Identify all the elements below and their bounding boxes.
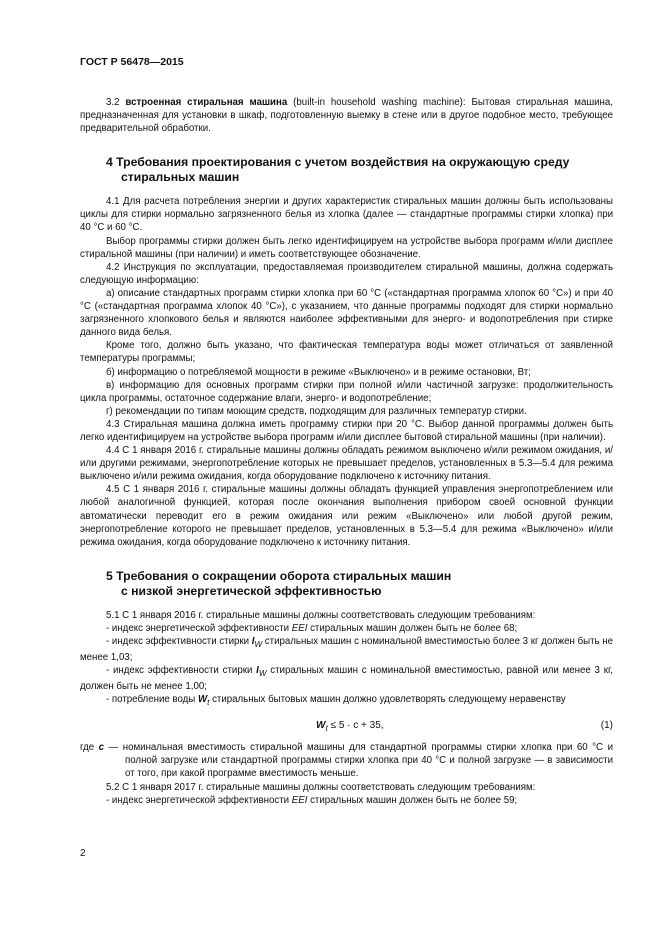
requirement-iw-over-3kg <box>80 635 613 664</box>
paragraph: а) описание стандартных программ стирки хлопка при 60 °С («стандартная программа хлопок 60 °С») и при 40 °С («стандартная программа хлопок 40 °С»), с указанием, что данные программы подходят для стирки нормально загрязненного хлопкового белья и являются наиболее эффективными для энерго- и водопотребления при стирке данного вида белья. <box>80 287 613 339</box>
text: стиральных машин с номинальной вместимостью более 3 кг должен быть не менее 1,03; <box>80 636 614 664</box>
text: - индекс энергетической эффективности <box>106 622 292 634</box>
text: - индекс эффективности стирки <box>106 636 252 647</box>
defined-term: встроенная стиральная машина <box>125 97 288 108</box>
formula-1 <box>80 718 613 733</box>
symbol: I <box>251 636 255 647</box>
text: - индекс эффективности стирки <box>106 665 257 677</box>
paragraph: Выбор программы стирки должен быть легко идентифицируем на устройстве выбора программ и/или дисплее стиральной машины (при наличии) и иметь соответствующее обозначение. <box>80 235 613 260</box>
standard-code: ГОСТ Р 56478—2015 <box>80 56 184 68</box>
formula-rhs: ≤ 5 · c + 35, <box>327 720 384 732</box>
symbol: W <box>316 720 326 732</box>
formula-number: (1) <box>600 720 613 732</box>
symbol: c <box>98 742 105 754</box>
requirement-eei-2017 <box>80 794 613 807</box>
paragraph: г) рекомендации по типам моющим средств, подходящим для различных температур стирки. <box>106 405 527 417</box>
paragraph: 4.5 С 1 января 2016 г. стиральные машины должны обладать функцией управления энергопотреблением или любой аналогичной функцией, которая после окончания выполнения прибором своей основной функции автоматически переводит его в режим ожидания или режим «Выключено» или любой другой режим, энергопотребление которого не превышает пределов, установленных в 5.3—5.4 для режима «Выключено» и/или режима ожидания, когда оборудование подключено к источнику питания. <box>80 484 613 548</box>
symbol-subscript: W <box>258 669 267 679</box>
heading-line-2: стиральных машин <box>121 170 240 185</box>
requirement-eei <box>80 622 613 635</box>
page-number: 2 <box>80 848 86 859</box>
symbol-subscript: t <box>207 698 210 708</box>
paragraph: Кроме того, должно быть указано, что фактическая температура воды может отличаться от заявленной температуры программы; <box>80 340 613 365</box>
text: стиральных машин с номинальной вместимостью, равной или менее 3 кг, должен быть не менее 1,00; <box>80 665 613 693</box>
text: - индекс энергетической эффективности <box>106 794 292 806</box>
section-4-heading <box>80 155 613 185</box>
formula-expression <box>316 718 384 736</box>
clause-number: 3.2 <box>106 97 126 108</box>
text: где <box>80 742 99 754</box>
text: стиральных машин должен быть не более 59; <box>307 794 518 806</box>
document-page <box>80 56 613 807</box>
definition-text: (built-in household washing machine): Бытовая стиральная машина, предназначенная для установки в шкаф, подготовленную выемку в стене или в другое подобное место, требующее предварительной обработки. <box>80 97 613 135</box>
text: стиральных бытовых машин должно удовлетворять следующему неравенству <box>209 694 566 706</box>
requirement-water <box>80 693 613 709</box>
symbol-subscript: W <box>254 639 263 649</box>
symbol: EEI <box>291 794 308 806</box>
text: стиральных машин должен быть не более 68; <box>307 622 518 634</box>
heading-line-1: 5 Требования о сокращении оборота стиральных машин <box>106 568 452 583</box>
paragraph: в) информацию для основных программ стирки при полной и/или частичной загрузке: продолжительность цикла программы, остаточное содержание влаги, энерго- и водопотребление; <box>80 379 613 404</box>
requirement-iw-under-3kg <box>80 664 613 693</box>
paragraph: б) информацию о потребляемой мощности в режиме «Выключено» и в режиме остановки, Вт; <box>106 366 531 378</box>
paragraph: 4.4 С 1 января 2016 г. стиральные машины должны обладать режимом выключено и/или режимом ожидания, и/или другими режимами, энергопотребление которых не превышает пределов, установленных в 5.3—5.4 для режима выключено и/или режима ожидания, когда оборудование подключено к источнику питания. <box>80 445 613 483</box>
paragraph: 4.1 Для расчета потребления энергии и других характеристик стиральных машин должны быть использованы циклы для стирки нормально загрязненного белья из хлопка (далее — стандартные программы стирки хлопка) при 40 °С и 60 °С. <box>80 196 613 234</box>
definition-3-2 <box>80 96 613 135</box>
heading-line-2: с низкой энергетической эффективностью <box>121 583 382 598</box>
heading-line-1: 4 Требования проектирования с учетом воздействия на окружающую среду <box>106 155 570 170</box>
paragraph-5-2: 5.2 С 1 января 2017 г. стиральные машины должны соответствовать следующим требованиям: <box>106 781 536 793</box>
section-5-heading <box>80 569 613 599</box>
symbol: I <box>256 665 259 677</box>
symbol: EEI <box>291 622 308 634</box>
symbol-subscript: t <box>325 723 328 734</box>
formula-where-clause <box>80 741 613 780</box>
text: — номинальная вместимость стиральной машины для стандартной программы стирки хлопка при 60 °С и полной загрузке или стандартной программы стирки хлопка при 40 °С и полной загрузке — в зависимости от того, при какой программе вместимость меньше. <box>104 742 613 780</box>
symbol: W <box>197 694 208 706</box>
paragraph: 4.3 Стиральная машина должна иметь программу стирки при 20 °С. Выбор данной программы должен быть легко идентифицируем на устройстве выбора программ и/или дисплее бытовой стиральной машины (при наличии). <box>80 418 613 443</box>
paragraph-5-1: 5.1 С 1 января 2016 г. стиральные машины должны соответствовать следующим требованиям: <box>106 609 536 621</box>
text: - потребление воды <box>106 694 198 706</box>
paragraph: 4.2 Инструкция по эксплуатации, предоставляемая производителем стиральной машины, должна содержать следующую информацию: <box>80 261 613 286</box>
